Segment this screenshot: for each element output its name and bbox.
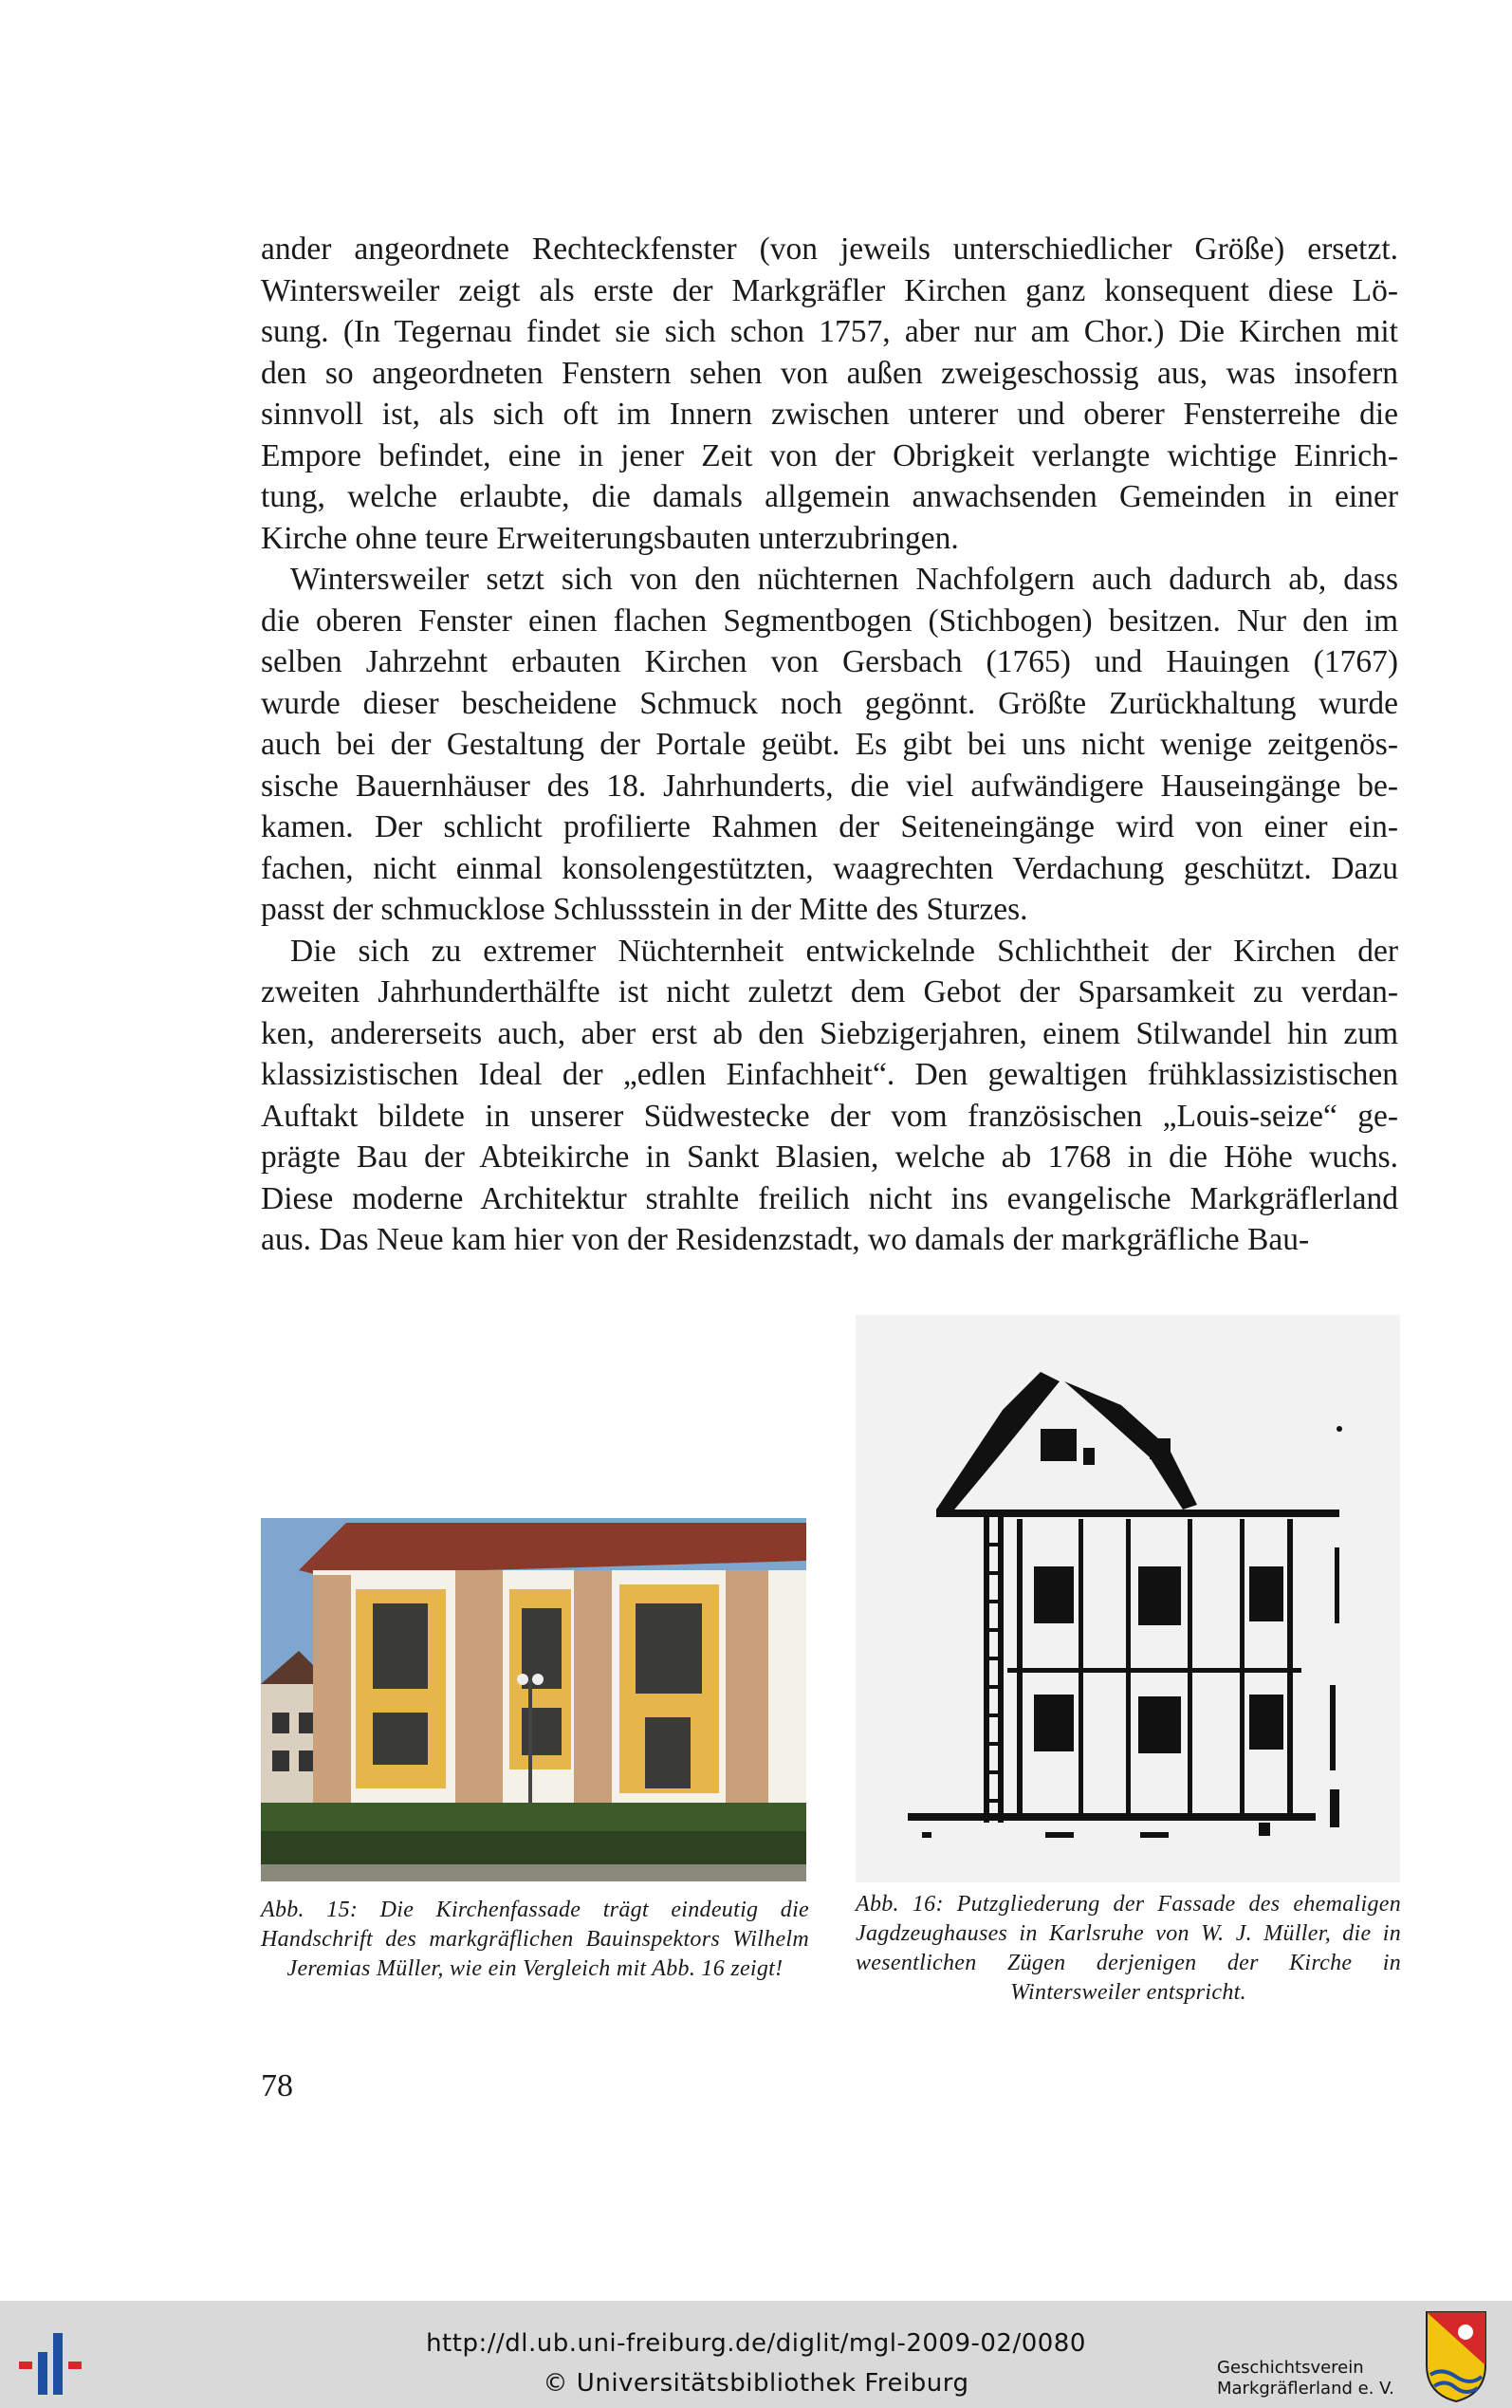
society-line-1: Geschichtsverein <box>1217 2358 1364 2378</box>
text-line: fachen, nicht einmal konsolengestützten, waagrechten Verdachung geschützt. Dazu <box>261 850 1398 886</box>
text-line: Empore befindet, eine in jener Zeit von der Obrigkeit verlangte wichtige Einrich- <box>261 437 1398 473</box>
text-line: wurde dieser bescheidene Schmuck noch gegönnt. Größte Zurückhaltung wurde <box>261 685 1398 721</box>
footer-bar <box>0 2301 1512 2408</box>
text-line: Die sich zu extremer Nüchternheit entwickelnde Schlichtheit der Kirchen der <box>290 933 1398 969</box>
figure-15-caption: Abb. 15: Die Kirchenfassade trägt eindeutig die Handschrift des markgräflichen Bauinspektors Wilhelm Jeremias Müller, wie ein Vergleich mit Abb. 16 zeigt! <box>261 1898 809 1981</box>
text-line: sische Bauernhäuser des 18. Jahrhunderts, die viel aufwändigere Hauseingänge be- <box>261 768 1398 804</box>
society-name <box>1217 2358 1394 2399</box>
text-line: Wintersweiler zeigt als erste der Markgräfler Kirchen ganz konsequent diese Lö- <box>261 272 1398 308</box>
paragraph <box>261 931 1398 1261</box>
church-facade-illustration <box>261 1518 806 1881</box>
facade-drawing-figure <box>856 1315 1400 1882</box>
paragraph <box>261 559 1398 931</box>
footer-url[interactable]: http://dl.ub.uni-freiburg.de/diglit/mgl-2009-02/0080 <box>426 2329 1086 2358</box>
text-line: sung. (In Tegernau findet sie sich schon 1757, aber nur am Chor.) Die Kirchen mit <box>261 314 1398 349</box>
text-line: Auftakt bildete in unserer Südwestecke der vom französischen „Louis-seize“ ge- <box>261 1098 1398 1134</box>
facade-drawing-illustration <box>856 1315 1400 1882</box>
text-line: klassizistischen Ideal der „edlen Einfachheit“. Den gewaltigen frühklassizistischen <box>261 1057 1398 1092</box>
figure-16-caption: Abb. 16: Putzgliederung der Fassade des ehemaligen Jagdzeughauses in Karlsruhe von W. J. Müller, die in wesentlichen Zügen derjenigen der Kirche in Wintersweiler entspricht. <box>856 1892 1401 2005</box>
text-line: ken, andererseits auch, aber erst ab den Siebzigerjahren, einem Stilwandel hin zum <box>261 1015 1398 1051</box>
text-line: ander angeordnete Rechteckfenster (von jeweils unterschiedlicher Größe) ersetzt. <box>261 232 1398 267</box>
text-line: Diese moderne Architektur strahlte freilich nicht ins evangelische Markgräflerland <box>261 1180 1398 1216</box>
body-text <box>261 229 1398 1261</box>
text-line: Kirche ohne teure Erweiterungsbauten unterzubringen. <box>261 520 959 556</box>
paragraph <box>261 229 1398 559</box>
coat-of-arms-icon <box>1423 2308 1489 2403</box>
text-line: selben Jahrzehnt erbauten Kirchen von Gersbach (1765) und Hauingen (1767) <box>261 644 1398 679</box>
text-line: prägte Bau der Abteikirche in Sankt Blasien, welche ab 1768 in die Höhe wuchs. <box>261 1139 1398 1175</box>
text-line: kamen. Der schlicht profilierte Rahmen der Seiteneingänge wird von einer ein- <box>261 809 1398 844</box>
text-line: die oberen Fenster einen flachen Segmentbogen (Stichbogen) besitzen. Nur den im <box>261 602 1398 639</box>
text-line: auch bei der Gestaltung der Portale geübt. Es gibt bei uns nicht wenige zeitgenös- <box>261 727 1398 762</box>
text-line: zweiten Jahrhunderthälfte ist nicht zuletzt dem Gebot der Sparsamkeit zu verdan- <box>261 974 1398 1010</box>
text-line: sinnvoll ist, als sich oft im Innern zwischen unterer und oberer Fensterreihe die <box>261 397 1398 432</box>
society-line-2: Markgräflerland e. V. <box>1217 2379 1394 2399</box>
text-line: Wintersweiler setzt sich von den nüchternen Nachfolgern auch dadurch ab, dass <box>290 562 1398 597</box>
text-line: aus. Das Neue kam hier von der Residenzstadt, wo damals der markgräfliche Bau- <box>261 1222 1310 1257</box>
page-number: 78 <box>261 2068 293 2103</box>
footer-copyright: © Universitätsbibliothek Freiburg <box>543 2369 969 2398</box>
church-facade-photo <box>261 1518 806 1881</box>
text-line: tung, welche erlaubte, die damals allgemein anwachsenden Gemeinden in einer <box>261 479 1398 514</box>
text-line: den so angeordneten Fenstern sehen von außen zweigeschossig aus, was insofern <box>261 355 1398 391</box>
text-line: passt der schmucklose Schlussstein in der Mitte des Sturzes. <box>261 892 1028 927</box>
